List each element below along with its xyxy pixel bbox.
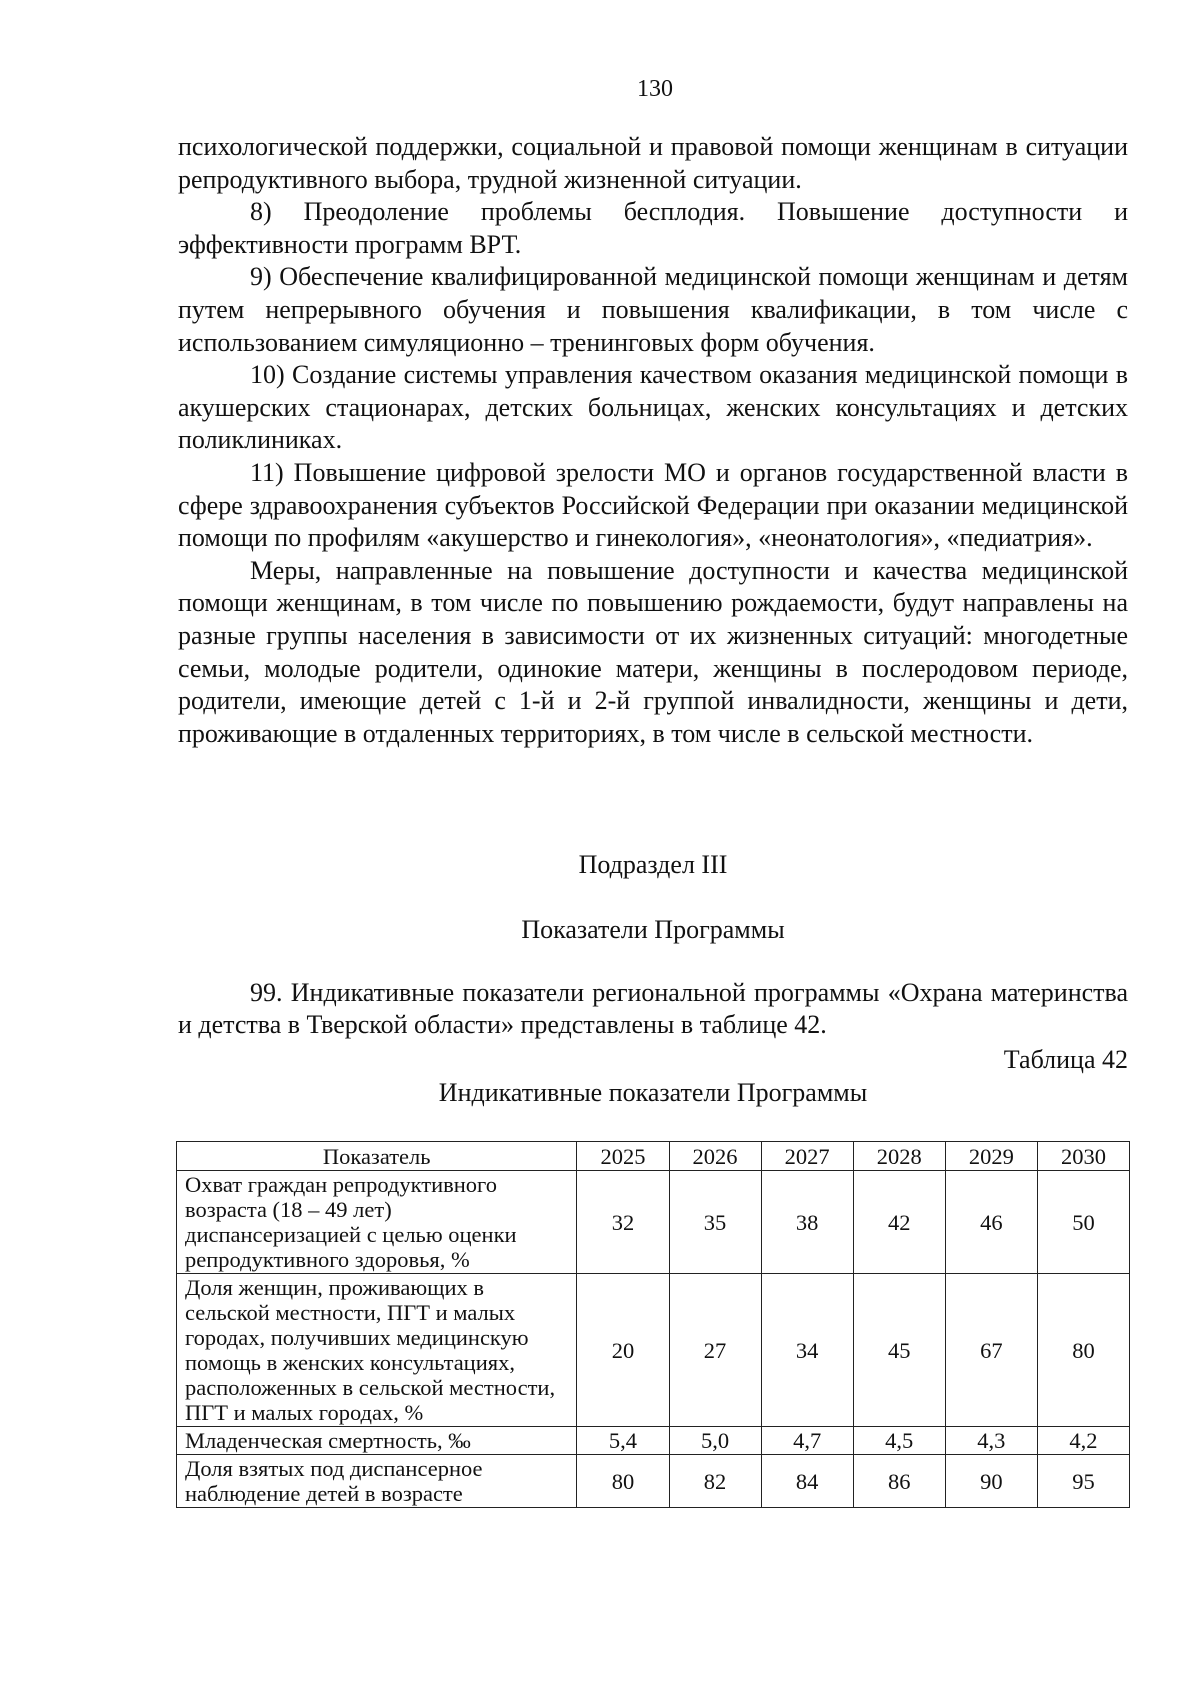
- indicator-value: 82: [669, 1455, 761, 1508]
- indicator-value: 4,2: [1037, 1427, 1129, 1455]
- body-text: [178, 131, 1128, 750]
- indicators-table: [176, 1141, 1130, 1508]
- indicator-value: 32: [577, 1171, 669, 1274]
- paragraph-item-10: 10) Создание системы управления качеством оказания медицинской помощи в акушерских стационарах, детских больницах, женских консультациях и детских поликлиниках.: [178, 360, 1128, 455]
- indicator-value: 45: [853, 1274, 945, 1427]
- paragraph-psychological-support: психологической поддержки, социальной и правовой помощи женщинам в ситуации репродуктивного выбора, трудной жизненной ситуации.: [178, 132, 1128, 194]
- indicator-value: 46: [945, 1171, 1037, 1274]
- indicator-label: Охват граждан репродуктивного возраста (18 – 49 лет) диспансеризацией с целью оценки репродуктивного здоровья, %: [177, 1171, 577, 1274]
- indicator-value: 67: [945, 1274, 1037, 1427]
- table-header-row: [177, 1142, 1130, 1171]
- paragraph-item-9: 9) Обеспечение квалифицированной медицинской помощи женщинам и детям путем непрерывного обучения и повышения квалификации, в том числе с использованием симуляционно – тренинговых форм обучения.: [178, 262, 1128, 357]
- header-year-2027: 2027: [761, 1142, 853, 1171]
- paragraph-measures: Меры, направленные на повышение доступности и качества медицинской помощи женщинам, в том числе по повышению рождаемости, будут направлены на разные группы населения в зависимости от их жизненных ситуаций: многодетные семьи, молодые родители, одинокие матери, женщины в послеродовом периоде, родители, имеющие детей с 1-й и 2-й группой инвалидности, женщины и дети, проживающие в отдаленных территориях, в том числе в сельской местности.: [178, 555, 1128, 748]
- table-caption: Индикативные показатели Программы: [438, 1078, 868, 1107]
- indicator-value: 38: [761, 1171, 853, 1274]
- header-indicator: Показатель: [177, 1142, 577, 1171]
- paragraph-item-8: 8) Преодоление проблемы бесплодия. Повышение доступности и эффективности программ ВРТ.: [178, 197, 1128, 259]
- paragraph-99: 99. Индикативные показатели региональной программы «Охрана материнства и детства в Тверской области» представлены в таблице 42.: [178, 978, 1128, 1039]
- indicator-value: 95: [1037, 1455, 1129, 1508]
- indicator-value: 80: [577, 1455, 669, 1508]
- indicator-value: 27: [669, 1274, 761, 1427]
- program-indicators-heading: Показатели Программы: [521, 915, 785, 944]
- header-year-2028: 2028: [853, 1142, 945, 1171]
- indicator-value: 84: [761, 1455, 853, 1508]
- indicator-value: 34: [761, 1274, 853, 1427]
- indicator-value: 5,4: [577, 1427, 669, 1455]
- table-row: [177, 1455, 1130, 1508]
- indicator-value: 80: [1037, 1274, 1129, 1427]
- table-number-label: Таблица 42: [1003, 1045, 1128, 1074]
- indicator-value: 4,5: [853, 1427, 945, 1455]
- indicator-value: 90: [945, 1455, 1037, 1508]
- table-row: [177, 1274, 1130, 1427]
- subsection-heading: Подраздел III: [578, 850, 728, 879]
- header-year-2026: 2026: [669, 1142, 761, 1171]
- paragraph-item-11: 11) Повышение цифровой зрелости МО и органов государственной власти в сфере здравоохранения субъектов Российской Федерации при оказании медицинской помощи по профилям «акушерство и гинекология», «неонатология», «педиатрия».: [178, 457, 1128, 553]
- indicator-value: 86: [853, 1455, 945, 1508]
- indicator-label: Доля взятых под диспансерное наблюдение детей в возрасте: [177, 1455, 577, 1508]
- header-year-2030: 2030: [1037, 1142, 1129, 1171]
- indicator-label: Доля женщин, проживающих в сельской местности, ПГТ и малых городах, получивших медицинскую помощь в женских консультациях, расположенных в сельской местности, ПГТ и малых городах, %: [177, 1274, 577, 1427]
- indicator-value: 4,3: [945, 1427, 1037, 1455]
- indicator-value: 20: [577, 1274, 669, 1427]
- table-row: [177, 1171, 1130, 1274]
- page-number: 130: [637, 76, 673, 102]
- indicator-value: 5,0: [669, 1427, 761, 1455]
- indicator-value: 35: [669, 1171, 761, 1274]
- indicator-value: 42: [853, 1171, 945, 1274]
- indicator-value: 4,7: [761, 1427, 853, 1455]
- header-year-2025: 2025: [577, 1142, 669, 1171]
- indicator-value: 50: [1037, 1171, 1129, 1274]
- indicator-label: Младенческая смертность, ‰: [177, 1427, 577, 1455]
- header-year-2029: 2029: [945, 1142, 1037, 1171]
- table-row: [177, 1427, 1130, 1455]
